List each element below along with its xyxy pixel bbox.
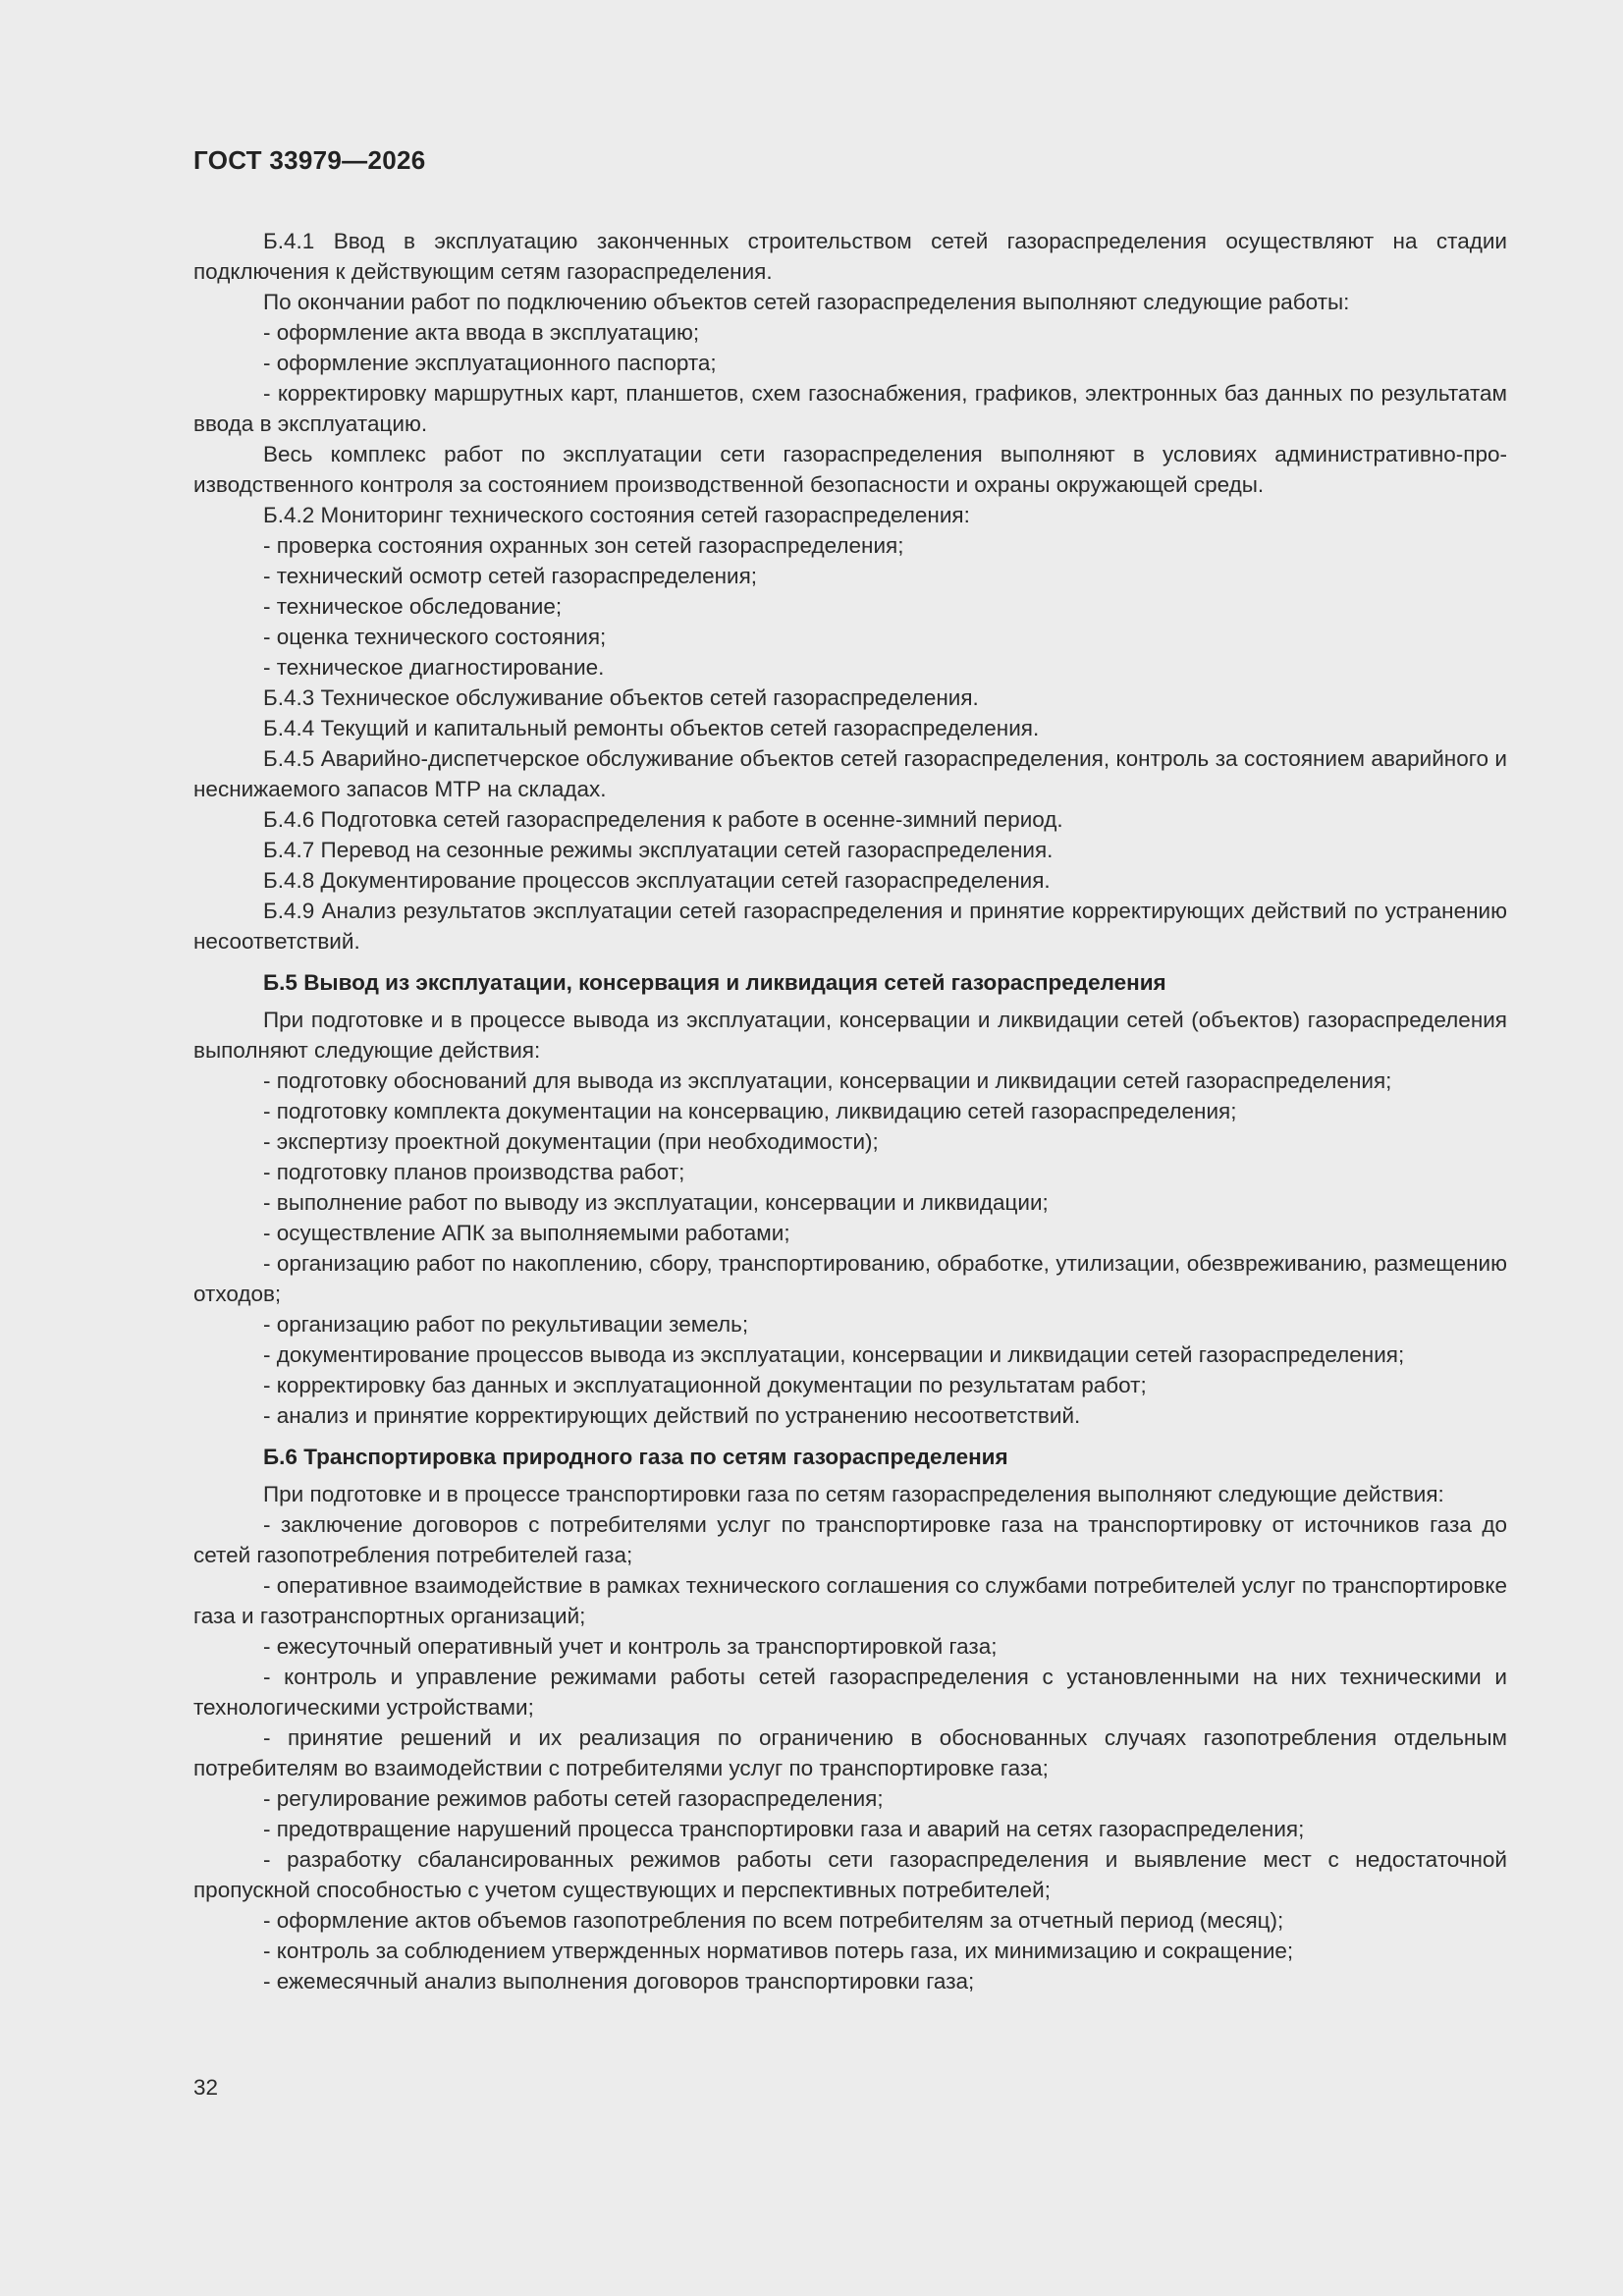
list-item: - заключение договоров с потребителями услуг по транспортировке газа на транспортировку от источников газа до сетей газопотребления потребителей газа;: [193, 1512, 1507, 1567]
list-item: - техническое обследование;: [263, 594, 563, 619]
list-item: - техническое диагностирование.: [263, 655, 605, 680]
paragraph-b6-intro: При подготовке и в процессе транспортировки газа по сетям газораспределения выполняют следующие действия:: [263, 1482, 1444, 1506]
paragraph-b4-3: Б.4.3 Техническое обслуживание объектов сетей газораспределения.: [263, 685, 979, 710]
paragraph-b4-1: Б.4.1 Ввод в эксплуатацию законченных строительством сетей газораспределения осуществляют на стадии подключения к действующим сетям газораспределения.: [193, 229, 1507, 284]
paragraph-b4-4: Б.4.4 Текущий и капитальный ремонты объектов сетей газораспределения.: [263, 716, 1040, 740]
list-item: - оформление эксплуатационного паспорта;: [263, 351, 717, 375]
list-item: - технический осмотр сетей газораспределения;: [263, 564, 758, 588]
paragraph-after-connection: По окончании работ по подключению объектов сетей газораспределения выполняют следующие работы:: [263, 290, 1350, 314]
list-item: - ежемесячный анализ выполнения договоров транспортировки газа;: [263, 1969, 975, 1994]
list-item: - принятие решений и их реализация по ограничению в обоснованных случаях газопотребления отдельным потребителям во взаимодействии с потребителями услуг по транспортировке газа;: [193, 1725, 1507, 1780]
list-item: - анализ и принятие корректирующих действий по устранению несоответствий.: [263, 1403, 1081, 1428]
paragraph-b4-7: Б.4.7 Перевод на сезонные режимы эксплуатации сетей газораспределения.: [263, 838, 1054, 862]
list-item: - оценка технического состояния;: [263, 625, 607, 649]
list-item: - подготовку обоснований для вывода из эксплуатации, консервации и ликвидации сетей газораспределения;: [263, 1068, 1392, 1093]
list-item: - проверка состояния охранных зон сетей газораспределения;: [263, 533, 904, 558]
page-number: 32: [193, 2075, 219, 2100]
list-item: - корректировку баз данных и эксплуатационной документации по результатам работ;: [263, 1373, 1147, 1397]
list-item: - предотвращение нарушений процесса транспортировки газа и аварий на сетях газораспределения;: [263, 1817, 1305, 1841]
list-item: - организацию работ по накоплению, сбору, транспортированию, обработке, утилизации, обезвреживанию, размещению отходов;: [193, 1251, 1507, 1306]
list-item: - организацию работ по рекультивации земель;: [263, 1312, 749, 1337]
list-item: - подготовку планов производства работ;: [263, 1160, 685, 1184]
section-heading-b6: Б.6 Транспортировка природного газа по сетям газораспределения: [263, 1445, 1008, 1469]
list-item: - контроль за соблюдением утвержденных нормативов потерь газа, их минимизацию и сокращение;: [263, 1939, 1294, 1963]
paragraph-operation-complex: Весь комплекс работ по эксплуатации сети газораспределения выполняют в условиях административно-производственного контроля за состоянием производственной безопасности и охраны окружающей среды.: [193, 442, 1507, 497]
list-item: - разработку сбалансированных режимов работы сети газораспределения и выявление мест с недостаточной пропускной способностью с учетом существующих и перспективных потребителей;: [193, 1847, 1507, 1902]
list-item: - ежесуточный оперативный учет и контроль за транспортировкой газа;: [263, 1634, 998, 1659]
paragraph-b4-8: Б.4.8 Документирование процессов эксплуатации сетей газораспределения.: [263, 868, 1051, 893]
list-item: - корректировку маршрутных карт, планшетов, схем газоснабжения, графиков, электронных баз данных по результатам ввода в эксплуатацию.: [193, 381, 1507, 436]
paragraph-b4-2: Б.4.2 Мониторинг технического состояния сетей газораспределения:: [263, 503, 970, 527]
list-item: - документирование процессов вывода из эксплуатации, консервации и ликвидации сетей газораспределения;: [263, 1342, 1405, 1367]
list-item: - оформление акта ввода в эксплуатацию;: [263, 320, 700, 345]
section-heading-b5: Б.5 Вывод из эксплуатации, консервация и ликвидация сетей газораспределения: [263, 970, 1166, 995]
document-header-title: ГОСТ 33979—2026: [193, 145, 426, 175]
list-item: - регулирование режимов работы сетей газораспределения;: [263, 1786, 884, 1811]
list-item: - оперативное взаимодействие в рамках технического соглашения со службами потребителей услуг по транспортировке газа и газотранспортных организаций;: [193, 1573, 1507, 1628]
paragraph-b4-9: Б.4.9 Анализ результатов эксплуатации сетей газораспределения и принятие корректирующих действий по устранению несоответствий.: [193, 899, 1507, 954]
list-item: - подготовку комплекта документации на консервацию, ликвидацию сетей газораспределения;: [263, 1099, 1237, 1123]
list-item: - выполнение работ по выводу из эксплуатации, консервации и ликвидации;: [263, 1190, 1049, 1215]
list-item: - экспертизу проектной документации (при необходимости);: [263, 1129, 879, 1154]
paragraph-b4-5: Б.4.5 Аварийно-диспетчерское обслуживание объектов сетей газораспределения, контроль за состоянием аварийного и неснижаемого запасов МТР на складах.: [193, 746, 1507, 801]
document-body: [193, 226, 1507, 1996]
list-item: - осуществление АПК за выполняемыми работами;: [263, 1221, 790, 1245]
list-item: - контроль и управление режимами работы сетей газораспределения с установленными на них техническими и технологическими устройствами;: [193, 1665, 1507, 1720]
list-item: - оформление актов объемов газопотребления по всем потребителям за отчетный период (месяц);: [263, 1908, 1284, 1933]
paragraph-b5-intro: При подготовке и в процессе вывода из эксплуатации, консервации и ликвидации сетей (объектов) газораспределения выполняют следующие действия:: [193, 1008, 1507, 1063]
paragraph-b4-6: Б.4.6 Подготовка сетей газораспределения к работе в осенне-зимний период.: [263, 807, 1063, 832]
